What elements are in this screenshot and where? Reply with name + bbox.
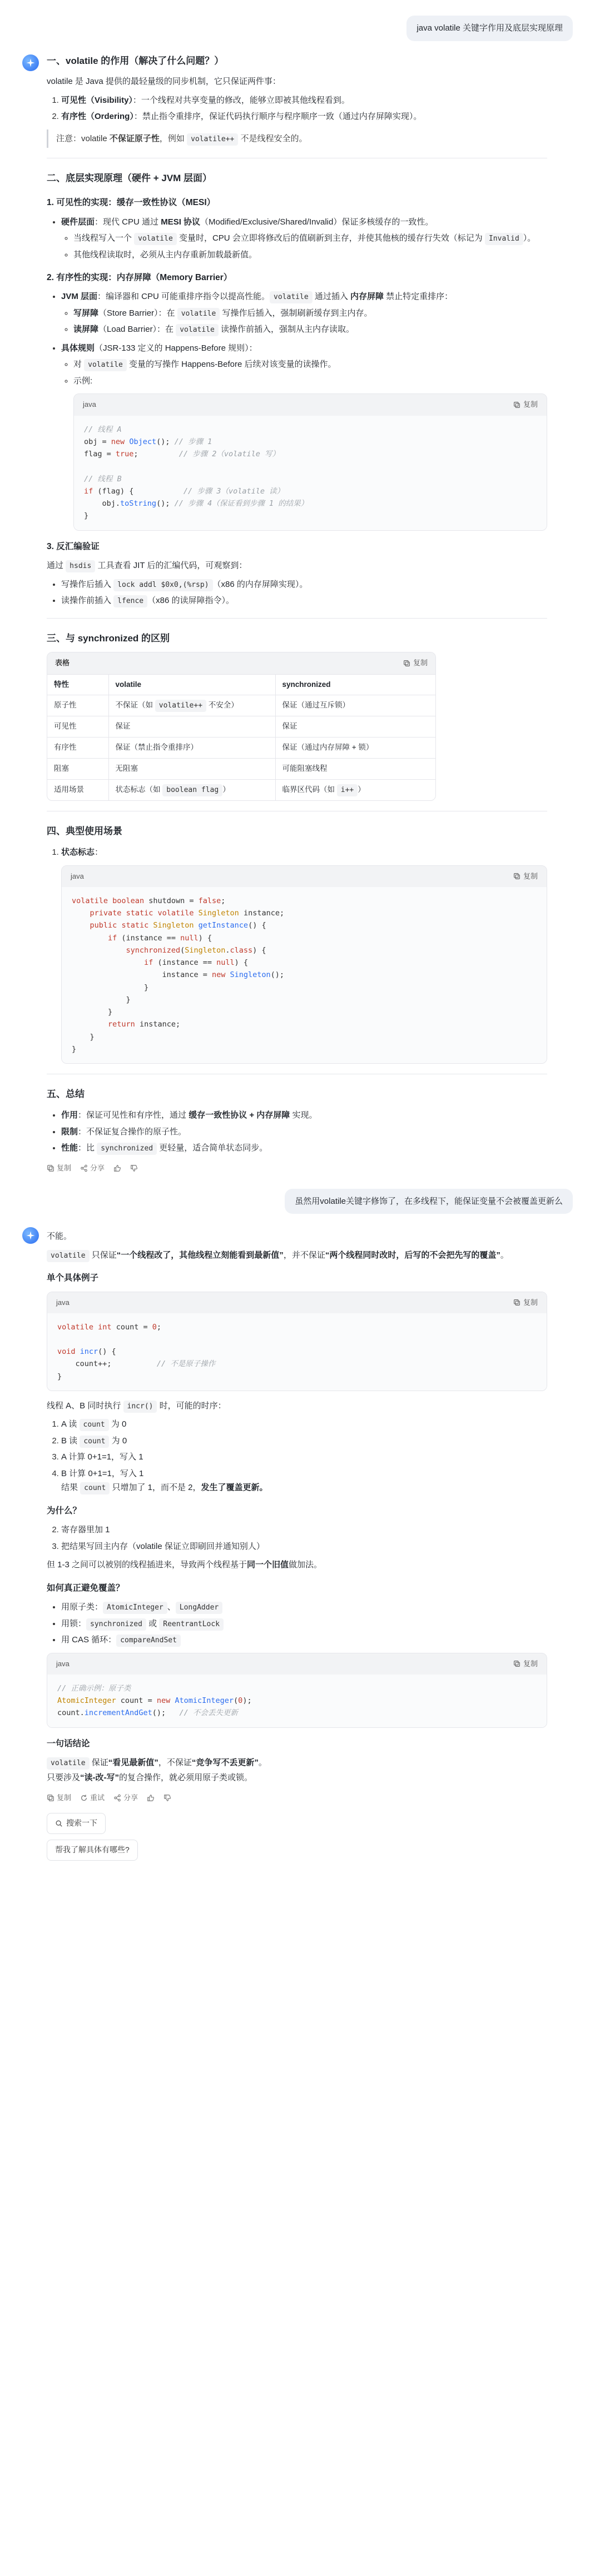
list-item: 2. 有序性（Ordering）：禁止指令重排序，保证代码执行顺序与程序顺序一致（通过内存屏障实现）。 — [61, 109, 547, 124]
thumbs-down-icon — [163, 1794, 171, 1802]
section-title-1: 一、volatile 的作用（解决了什么问题？） — [47, 55, 224, 66]
note-block: 注意：volatile 不保证原子性，例如 volatile++ 不是线程安全的。 — [47, 129, 547, 148]
user-message-bubble: 虽然用volatile关键字修饰了，在多线程下，能保证变量不会被覆盖更新么 — [285, 1189, 573, 1214]
copy-code-button[interactable]: 复制 — [513, 1658, 538, 1670]
user-message-row — [22, 1189, 573, 1214]
section-title-5: 五、总结 — [47, 1089, 85, 1100]
copy-icon — [47, 1794, 54, 1802]
paragraph: 但 1-3 之间可以被别的线程插进来，导致两个线程基于同一个旧值做加法。 — [47, 1560, 323, 1570]
list-item: ◦ 读屏障（Load Barrier）：在 volatile 读操作前插入，强制从主内存读取。 — [73, 322, 547, 337]
list-item: 1. A 读 count 为 0 — [61, 1417, 547, 1432]
table-column-header: 特性 — [47, 674, 108, 695]
user-message-bubble: java volatile 关键字作用及底层实现原理 — [406, 16, 573, 41]
code-block — [47, 1653, 547, 1728]
copy-answer-button[interactable]: 复制 — [47, 1792, 71, 1804]
copy-code-button[interactable]: 复制 — [513, 1297, 538, 1309]
ai-message-row — [22, 53, 573, 1174]
code-block — [47, 1292, 547, 1391]
code-language: java — [56, 1659, 70, 1668]
list-item: ◦ 示例: — [73, 374, 547, 388]
subsection-title: 为什么？ — [47, 1506, 82, 1516]
solutions-list — [61, 1600, 547, 1647]
list-item: • 硬件层面：现代 CPU 通过 MESI 协议（Modified/Exclusive/Shared/Invalid）保证多核缓存的一致性。 ◦ 当线程写入一个 volatile 变量时，CPU 会立即将修改后的值刷新到主存，并使其他核的缓存行失效（标记为 Invalid ）。 ◦ 其他线程读取时，必须从主内存重新加载最新值。 — [61, 215, 547, 262]
ai-avatar — [22, 54, 39, 71]
share-icon — [113, 1794, 121, 1802]
list-item: 3. 把结果写回主内存（volatile 保证立即刷回并通知别人） — [61, 1539, 547, 1554]
list-item: 1. 状态标志： — [61, 845, 547, 860]
paragraph: 不能。 — [47, 1232, 72, 1242]
list-item: 2. 寄存器里加 1 — [61, 1523, 547, 1537]
share-icon — [80, 1164, 88, 1172]
code-language: java — [83, 400, 96, 409]
paragraph: volatile 保证“看见最新值”，不保证“竞争写不丢更新”。 — [47, 1756, 547, 1770]
ai-answer-1 — [47, 53, 547, 1174]
subsection-title: 一句话结论 — [47, 1738, 90, 1748]
retry-button[interactable]: 重试 — [80, 1792, 105, 1804]
table-row: 原子性 不保证（如 volatile++ 不安全） 保证（通过互斥锁） — [47, 695, 435, 716]
divider — [47, 618, 547, 619]
scene-list — [61, 845, 547, 860]
ai-answer-2 — [47, 1226, 547, 1860]
paragraph: 线程 A、B 同时执行 incr() 时，可能的时序： — [47, 1399, 547, 1413]
table-row: 有序性 保证（禁止指令重排序） 保证（通过内存屏障 + 锁） — [47, 738, 435, 759]
refresh-icon — [80, 1794, 88, 1802]
code-header — [74, 394, 547, 415]
answer-actions — [47, 1162, 547, 1174]
code-block — [61, 865, 547, 1064]
share-answer-button[interactable]: 分享 — [113, 1792, 138, 1804]
list-item: ◦ 其他线程读取时，必须从主内存重新加载最新值。 — [73, 248, 547, 262]
subsection-title: 单个具体例子 — [47, 1273, 99, 1283]
code-content: volatile int count = 0; void incr() { count++; // 不是原子操作 } — [47, 1313, 547, 1391]
list-item: • 读操作前插入 lfence （x86 的读屏障指令）。 — [61, 594, 547, 608]
section-title-2: 二、底层实现原理（硬件 + JVM 层面） — [47, 173, 212, 184]
table-row: 可见性 保证 保证 — [47, 716, 435, 738]
search-suggestion-button[interactable]: 搜索一下 — [47, 1813, 106, 1834]
summary-list — [61, 1108, 547, 1155]
sparkle-icon — [26, 58, 36, 68]
comparison-table — [47, 652, 436, 801]
code-language: java — [56, 1298, 70, 1307]
table-row: 阻塞 无阻塞 可能阻塞线程 — [47, 759, 435, 780]
copy-icon — [513, 873, 520, 880]
list-item: • JVM 层面：编译器和 CPU 可能重排序指令以提高性能。 volatile 通过插入 内存屏障 禁止特定重排序： ◦ 写屏障（Store Barrier）：在 volatile 写操作后插入，强制刷新缓存到主内存。 ◦ 读屏障（Load Barrier）：在 volatile 读操作前插入，强制从主内存读取。 — [61, 290, 547, 337]
copy-answer-button[interactable]: 复制 — [47, 1162, 71, 1174]
copy-table-button[interactable]: 复制 — [403, 657, 428, 669]
list-item: • 具体规则（JSR-133 定义的 Happens-Before 规则）： ◦ 对 volatile 变量的写操作 Happens-Before 后续对该变量的读操作。 ◦ 示例: — [61, 341, 547, 388]
code-header — [47, 1292, 547, 1313]
section-title-3: 三、与 synchronized 的区别 — [47, 632, 170, 644]
bullet-list — [61, 215, 547, 262]
ai-message-row — [22, 1226, 573, 1860]
code-block — [73, 393, 547, 530]
user-message-row — [22, 16, 573, 41]
list-item: • 限制：不保证复合操作的原子性。 — [61, 1125, 547, 1139]
list-item: • 作用：保证可见性和有序性，通过 缓存一致性协议 + 内存屏障 实现。 — [61, 1108, 547, 1123]
paragraph: 只要涉及“读-改-写”的复合操作，就必须用原子类或锁。 — [47, 1773, 253, 1783]
features-list — [61, 93, 547, 124]
copy-icon — [513, 401, 520, 408]
like-button[interactable] — [113, 1164, 121, 1172]
ai-avatar — [22, 1227, 39, 1244]
subsection-title: 如何真正避免覆盖？ — [47, 1583, 125, 1593]
paragraph: volatile 只保证“一个线程改了，其他线程立刻能看到最新值”，并不保证“两个线程同时改时，后写的不会把先写的覆盖”。 — [47, 1248, 547, 1263]
paragraph: 通过 hsdis 工具查看 JIT 后的汇编代码，可观察到： — [47, 559, 547, 573]
code-header — [62, 866, 547, 887]
dislike-button[interactable] — [130, 1164, 138, 1172]
bullet-list — [61, 290, 547, 388]
subsection-title: 1. 可见性的实现：缓存一致性协议（MESI） — [47, 198, 216, 208]
subsection-title: 2. 有序性的实现：内存屏障（Memory Barrier） — [47, 273, 232, 283]
bullet-list — [61, 577, 547, 608]
list-item: • 用 CAS 循环： compareAndSet — [61, 1633, 547, 1647]
code-content: // 正确示例：原子类 AtomicInteger count = new AtomicInteger(0); count.incrementAndGet(); // 不会丢失更新 — [47, 1675, 547, 1727]
like-button[interactable] — [147, 1794, 155, 1802]
code-language: java — [71, 871, 84, 880]
copy-code-button[interactable]: 复制 — [513, 398, 538, 411]
copy-icon — [513, 1660, 520, 1667]
list-item: 1. 可见性（Visibility）：一个线程对共享变量的修改，能够立即被其他线程看到。 — [61, 93, 547, 108]
subsection-title: 3. 反汇编验证 — [47, 541, 100, 551]
list-item: ◦ 对 volatile 变量的写操作 Happens-Before 后续对该变量的读操作。 — [73, 357, 547, 372]
thumbs-up-icon — [113, 1164, 121, 1172]
copy-code-button[interactable]: 复制 — [513, 870, 538, 883]
list-item: • 写操作后插入 lock addl $0x0,(%rsp) （x86 的内存屏障实现）。 — [61, 577, 547, 592]
share-answer-button[interactable]: 分享 — [80, 1162, 105, 1174]
follow-up-suggestions — [47, 1813, 547, 1861]
table-header: 表格 复制 — [47, 652, 435, 674]
table-column-header: volatile — [108, 674, 275, 695]
list-item: 4. B 计算 0+1=1，写入 1 结果 count 只增加了 1，而不是 2，发生了覆盖更新。 — [61, 1467, 547, 1495]
search-icon — [55, 1820, 63, 1827]
list-item: 2. B 读 count 为 0 — [61, 1434, 547, 1448]
sparkle-icon — [26, 1230, 36, 1240]
intro-text: volatile 是 Java 提供的最轻量级的同步机制，它只保证两件事： — [47, 77, 281, 87]
code-content: // 线程 A obj = new Object(); // 步骤 1 flag = true; // 步骤 2（volatile 写） // 线程 B if (flag) { // 步骤 3（volatile 读） obj.toString(); // 步骤 4（保证看到步骤 1 的结果） } — [74, 416, 547, 530]
dislike-button[interactable] — [163, 1794, 171, 1802]
list-item: • 性能：比 synchronized 更轻量，适合简单状态同步。 — [61, 1141, 547, 1155]
section-title-4: 四、典型使用场景 — [47, 826, 122, 837]
why-list — [61, 1523, 547, 1553]
list-item: ◦ 写屏障（Store Barrier）：在 volatile 写操作后插入，强制刷新缓存到主内存。 — [73, 306, 547, 321]
follow-up-question-button[interactable]: 帮我了解具体有哪些? — [47, 1840, 138, 1861]
copy-icon — [403, 660, 410, 667]
table-row: 适用场景 状态标志（如 boolean flag ） 临界区代码（如 i++ ） — [47, 780, 435, 801]
thumbs-down-icon — [130, 1164, 138, 1172]
table-column-header: synchronized — [275, 674, 435, 695]
thumbs-up-icon — [147, 1794, 155, 1802]
code-header — [47, 1653, 547, 1675]
list-item: • 用原子类： AtomicInteger 、 LongAdder — [61, 1600, 547, 1615]
timing-list — [61, 1417, 547, 1495]
list-item: 3. A 计算 0+1=1，写入 1 — [61, 1450, 547, 1464]
list-item: • 用锁： synchronized 或 ReentrantLock — [61, 1617, 547, 1631]
answer-actions — [47, 1792, 547, 1804]
code-content: volatile boolean shutdown = false; private static volatile Singleton instance; public static Singleton getInstance() { if (instance == null) { synchronized(Singleton.class) { if (instance == null) { instance = new Singleton(); } } } return instance; } } — [62, 887, 547, 1063]
copy-icon — [47, 1164, 54, 1172]
copy-icon — [513, 1299, 520, 1306]
list-item: ◦ 当线程写入一个 volatile 变量时，CPU 会立即将修改后的值刷新到主存，并使其他核的缓存行失效（标记为 Invalid ）。 — [73, 231, 547, 246]
